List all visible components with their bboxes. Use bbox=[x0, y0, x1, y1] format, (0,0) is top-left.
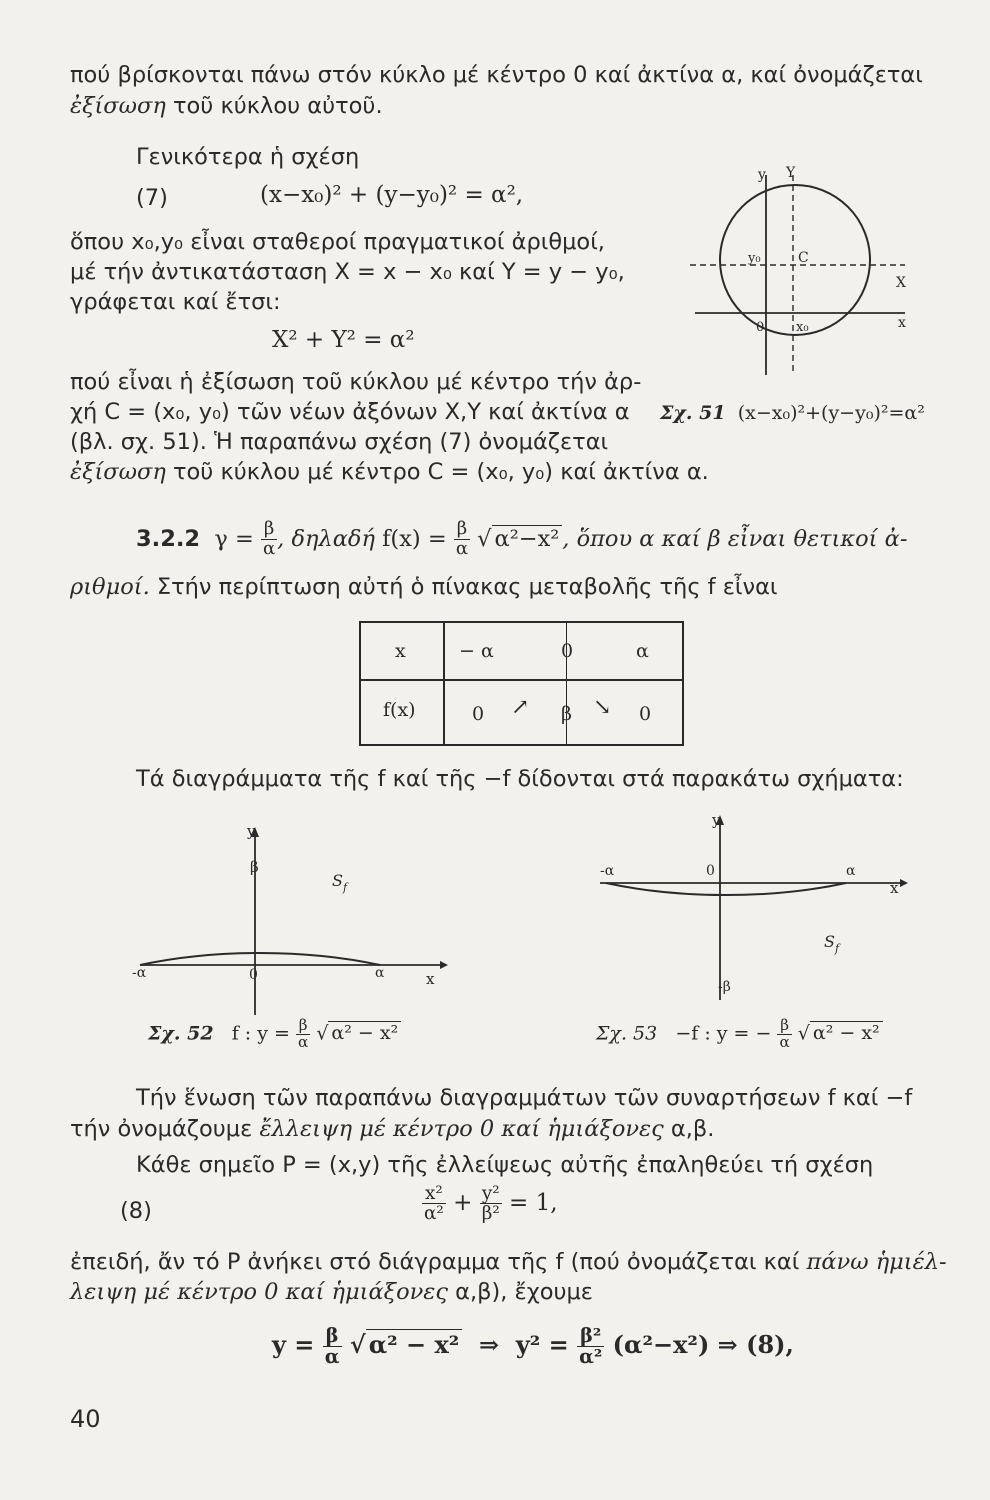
section-number: 3.2.2 bbox=[136, 525, 201, 552]
text-line: γράφεται καί ἔτσι: bbox=[70, 289, 281, 315]
label-beta: β bbox=[250, 858, 259, 876]
equation-ref: ⇒ (8), bbox=[717, 1330, 794, 1360]
numerator: β bbox=[296, 1018, 310, 1035]
equation-term: (α²−x²) bbox=[612, 1330, 710, 1360]
x-arrow-icon bbox=[440, 961, 448, 969]
equation-8 bbox=[422, 1184, 558, 1224]
label-x: x bbox=[898, 315, 906, 331]
label-neg-alpha: -α bbox=[600, 863, 615, 879]
label-neg-beta: -β bbox=[718, 979, 731, 995]
label-neg-alpha: -α bbox=[132, 965, 147, 981]
table-cell: α bbox=[636, 640, 649, 662]
text-line: χή C = (x₀, y₀) τῶν νέων ἀξόνων X,Y καί ἀκτίνα α bbox=[70, 399, 630, 425]
label-x0: x₀ bbox=[796, 320, 809, 335]
numerator: β bbox=[777, 1018, 791, 1035]
label-alpha: α bbox=[846, 863, 856, 879]
caption-label: Σχ. 53 bbox=[596, 1022, 658, 1045]
text-span: α,β. bbox=[670, 1116, 715, 1142]
text-line: μέ τήν ἀντικατάσταση X = x − x₀ καί Y = y − y₀, bbox=[70, 259, 625, 285]
text-span: , δηλαδή bbox=[277, 525, 375, 552]
caption-eq: −f : y = − bbox=[675, 1022, 772, 1045]
table-cell: β bbox=[561, 703, 572, 725]
text-line bbox=[70, 91, 383, 121]
caption-label: Σχ. 52 bbox=[148, 1022, 214, 1045]
table-cell: 0 bbox=[561, 640, 574, 662]
label-alpha: α bbox=[375, 965, 385, 981]
text-line: (βλ. σχ. 51). Ἡ παραπάνω σχέση (7) ὀνομάζεται bbox=[70, 429, 609, 455]
lower-semi-ellipse bbox=[606, 883, 846, 895]
equation-lhs: y² = bbox=[515, 1330, 569, 1360]
denominator: α bbox=[262, 537, 276, 559]
numerator: β bbox=[323, 1326, 342, 1347]
denominator: α bbox=[779, 1032, 790, 1051]
upper-semi-ellipse bbox=[140, 953, 380, 965]
numerator: x² bbox=[422, 1184, 446, 1204]
gamma-eq: γ = bbox=[214, 525, 254, 552]
text-line bbox=[70, 1114, 714, 1144]
label-y: y bbox=[712, 811, 721, 829]
text-line: πού βρίσκονται πάνω στόν κύκλο μέ κέντρο 0 καί ἀκτίνα α, καί ὀνομάζεται bbox=[70, 62, 923, 88]
denominator: α² bbox=[579, 1345, 603, 1369]
label-C: C bbox=[798, 250, 809, 266]
page-number: 40 bbox=[70, 1405, 101, 1433]
text-line bbox=[70, 457, 709, 487]
figure-51 bbox=[690, 165, 950, 385]
eq-label: (8) bbox=[120, 1198, 152, 1224]
label-curve: $S_f$ bbox=[824, 932, 840, 955]
denominator: α bbox=[324, 1345, 340, 1369]
label-y0: y₀ bbox=[748, 251, 761, 266]
text-line bbox=[70, 572, 778, 602]
label-origin: 0 bbox=[756, 320, 765, 335]
fraction bbox=[777, 1018, 791, 1051]
arrow-up-icon: ↗ bbox=[511, 695, 530, 720]
caption-eq: f : y = bbox=[231, 1022, 290, 1045]
text-line: πού εἶναι ἡ ἐξίσωση τοῦ κύκλου μέ κέντρο τήν ἀρ- bbox=[70, 369, 642, 395]
table-cell: − α bbox=[459, 640, 494, 662]
label-curve: $S_f$ bbox=[332, 871, 348, 894]
text-line: ὅπου x₀,y₀ εἶναι σταθεροί πραγματικοί ἀριθμοί, bbox=[70, 229, 605, 255]
sqrt-body: α²−x² bbox=[492, 525, 563, 552]
text-span: , ὅπου α καί β εἶναι θετικοί ἀ- bbox=[562, 525, 908, 552]
label-Y: Y bbox=[786, 165, 796, 181]
fraction bbox=[323, 1326, 342, 1367]
table-divider bbox=[443, 623, 445, 744]
denominator: α bbox=[298, 1032, 309, 1051]
x-arrow-icon bbox=[900, 879, 908, 887]
text-line: Κάθε σημεῖο P = (x,y) τῆς ἐλλείψεως αὐτῆς ἐπαληθεύει τή σχέση bbox=[136, 1152, 874, 1178]
fraction bbox=[577, 1326, 604, 1367]
term-half-ellipse: λειψη μέ κέντρο 0 καί ἡμιάξονες bbox=[70, 1279, 448, 1305]
text-line bbox=[70, 1247, 947, 1277]
numerator: y² bbox=[480, 1184, 502, 1204]
operator: + bbox=[453, 1189, 473, 1216]
equation-rhs: = 1, bbox=[509, 1189, 558, 1216]
fraction bbox=[296, 1018, 310, 1051]
caption-52: Σχ. 52 f : y = $\frac{\beta}{\alpha}$ √ α² − x² bbox=[148, 1018, 401, 1051]
arrow-down-icon: ↘ bbox=[593, 695, 612, 720]
sqrt-body: α² − x² bbox=[366, 1329, 463, 1359]
table-cell: 0 bbox=[472, 703, 485, 725]
denominator: α² bbox=[424, 1203, 444, 1225]
term-equation: ἐξίσωση bbox=[70, 93, 166, 119]
eq-label: (7) bbox=[136, 185, 168, 211]
caption-eq: (x−x₀)²+(y−y₀)²=α² bbox=[737, 402, 925, 424]
sqrt-body: α² − x² bbox=[328, 1021, 401, 1044]
implies-icon: ⇒ bbox=[479, 1330, 500, 1360]
equation-lhs: y = bbox=[272, 1330, 315, 1360]
label-X: X bbox=[896, 275, 906, 291]
text-span: τοῦ κύκλου αὐτοῦ. bbox=[173, 93, 383, 119]
term-equation: ἐξίσωση bbox=[70, 459, 166, 485]
fraction bbox=[480, 1184, 502, 1224]
numerator: β² bbox=[577, 1326, 604, 1347]
table-cell: f(x) bbox=[383, 699, 416, 721]
section-line: 3.2.2 γ = $\frac{\beta}{\alpha}$ , δηλαδή f(x) = $\frac{\beta}{\alpha}$ √ α²−x² , ὅπου α καί β εἶναι θετικοί ἀ- bbox=[136, 518, 908, 559]
text-span: ἐπειδή, ἄν τό P ἀνήκει στό διάγραμμα τῆς f (πού ὀνομάζεται καί bbox=[70, 1249, 800, 1275]
text-span: Στήν περίπτωση αὐτή ὁ πίνακας μεταβολῆς τῆς f εἶναι bbox=[156, 574, 778, 600]
figure-52 bbox=[110, 820, 450, 1020]
variation-table bbox=[359, 621, 684, 746]
text-span: τοῦ κύκλου μέ κέντρο C = (x₀, y₀) καί ἀκτίνα α. bbox=[173, 459, 709, 485]
figure-53 bbox=[590, 811, 920, 1005]
label-x: x bbox=[890, 879, 899, 897]
equation-circle: X² + Y² = α² bbox=[272, 327, 415, 353]
text-line bbox=[70, 1277, 593, 1307]
caption-51 bbox=[660, 402, 925, 424]
label-origin: 0 bbox=[249, 967, 258, 983]
text-line: Γενικότερα ἡ σχέση bbox=[136, 144, 360, 170]
fx-eq: f(x) = bbox=[382, 525, 447, 552]
label-x: x bbox=[426, 970, 435, 988]
text-line: Τά διαγράμματα τῆς f καί τῆς −f δίδονται στά παρακάτω σχήματα: bbox=[136, 766, 904, 792]
term-ellipse: ἔλλειψη μέ κέντρο 0 καί ἡμιάξονες bbox=[259, 1116, 664, 1142]
table-cell: x bbox=[395, 640, 406, 662]
denominator: β² bbox=[481, 1203, 500, 1225]
label-y: y bbox=[758, 167, 766, 183]
term-numbers: ριθμοί. bbox=[70, 574, 150, 600]
table-divider bbox=[361, 679, 682, 681]
caption-label: Σχ. 51 bbox=[660, 402, 726, 424]
numerator: β bbox=[454, 520, 470, 540]
fraction bbox=[422, 1184, 446, 1224]
term-half-ellipse: πάνω ἡμιέλ- bbox=[806, 1249, 947, 1275]
equation-7: (x−x₀)² + (y−y₀)² = α², bbox=[260, 182, 524, 208]
fraction bbox=[454, 520, 470, 559]
sqrt-body: α² − x² bbox=[810, 1021, 883, 1044]
text-span: α,β), ἔχουμε bbox=[455, 1279, 593, 1305]
text-line: Τήν ἕνωση τῶν παραπάνω διαγραμμάτων τῶν συναρτήσεων f καί −f bbox=[136, 1085, 913, 1111]
table-cell: 0 bbox=[639, 703, 652, 725]
final-equation: y = $\frac{\beta}{\alpha}$ √ α² − x² ⇒ y² = $\frac{\text{β²}}{\text{α²}}$ (α²−x²) ⇒ (8), bbox=[272, 1324, 794, 1369]
text-span: τήν ὀνομάζουμε bbox=[70, 1116, 253, 1142]
denominator: α bbox=[455, 537, 468, 559]
label-origin: 0 bbox=[706, 863, 715, 879]
caption-53: Σχ. 53 −f : y = − $\frac{\beta}{\alpha}$ √ α² − x² bbox=[596, 1018, 883, 1051]
label-y: y bbox=[247, 822, 256, 840]
fraction bbox=[261, 520, 277, 559]
numerator: β bbox=[261, 520, 277, 540]
